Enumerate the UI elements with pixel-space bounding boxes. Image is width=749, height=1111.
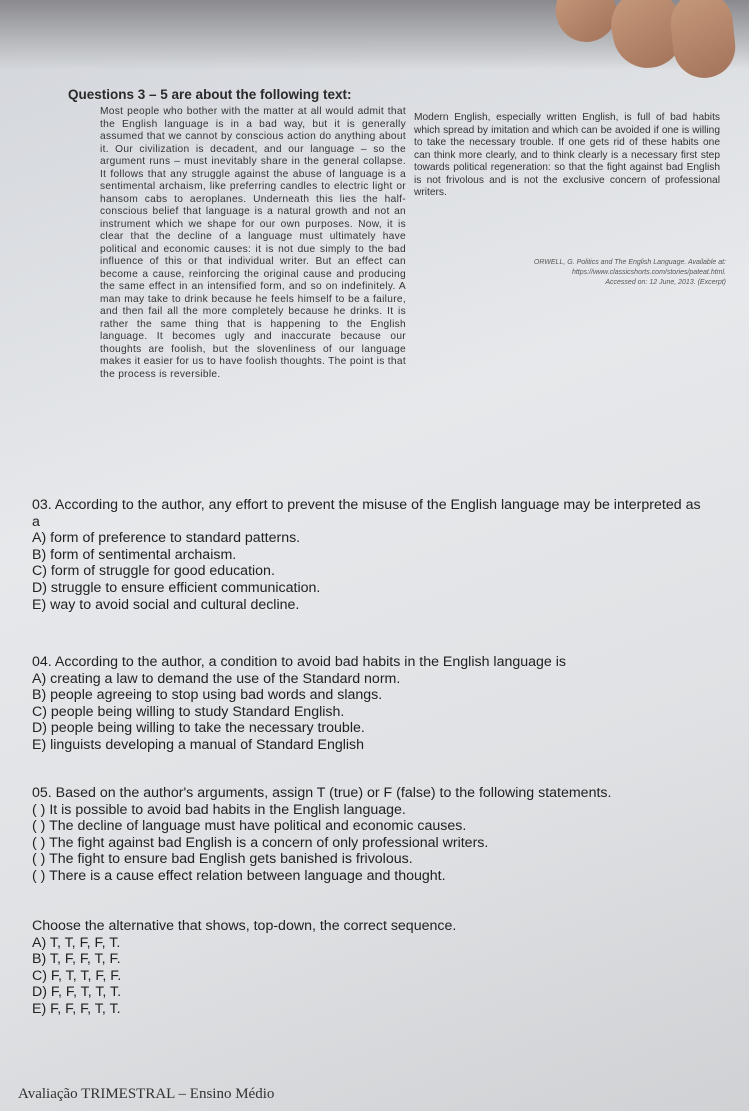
statement-1: ( ) It is possible to avoid bad habits in the English language.	[32, 801, 406, 818]
sequence-question	[32, 918, 572, 1018]
passage-column-2: Modern English, especially written English, is full of bad habits which spread by imitation and which can be avoided if one is willing to take the necessary trouble. If one gets rid of these habits one can think more clearly, and to think clearly is a necessary first step towards political regeneration: so that the fight against bad English is not frivolous and is not the exclusive concern of professional writers.	[414, 112, 720, 198]
option-a: A) T, T, F, F, T.	[32, 934, 121, 951]
option-d: D) F, F, T, T, T.	[32, 984, 122, 1001]
option-e: E) F, F, F, T, T.	[32, 1000, 121, 1017]
citation-line-3: Accessed on: 12 June, 2013. (Excerpt)	[605, 279, 726, 286]
option-d: D) struggle to ensure efficient communication.	[32, 579, 321, 596]
option-b: B) people agreeing to stop using bad words and slangs.	[32, 687, 383, 704]
option-c: C) form of struggle for good education.	[32, 563, 275, 580]
question-stem: 03. According to the author, any effort to prevent the misuse of the English language may be interpreted as a	[32, 497, 701, 530]
option-d: D) people being willing to take the necessary trouble.	[32, 720, 365, 737]
passage-column-1: Most people who bother with the matter at all would admit that the English language is in a bad way, but it is generally assumed that we cannot by conscious action do anything about it. Our civilization is decadent, and our language – so the argument runs – must inevitably share in the general collapse. It follows that any struggle against the abuse of language is a sentimental archaism, like preferring candles to electric light or hansom cabs to aeroplanes. Underneath this lies the half-conscious belief that language is a natural growth and not an instrument which we shape for our own purposes. Now, it is clear that the decline of a language must ultimately have political and economic causes: it is not due simply to the bad influence of this or that individual writer. But an effect can become a cause, reinforcing the original cause and producing the same effect in an intensified form, and so on indefinitely. A man may take to drink because he feels himself to be a failure, and then fail all the more completely because he drinks. It is rather the same thing that is happening to the English language. It becomes ugly and inaccurate because our thoughts are foolish, but the slovenliness of our language makes it easier for us to have foolish thoughts. The point is that the process is reversible.	[100, 106, 406, 380]
option-e: E) linguists developing a manual of Standard English	[32, 736, 365, 753]
option-c: C) F, T, T, F, F.	[32, 967, 122, 984]
citation	[502, 258, 726, 288]
statement-3: ( ) The fight against bad English is a concern of only professional writers.	[32, 834, 489, 851]
option-b: B) form of sentimental archaism.	[32, 546, 237, 563]
questions-heading: Questions 3 – 5 are about the following text:	[68, 87, 352, 102]
option-a: A) creating a law to demand the use of the Standard norm.	[32, 670, 401, 687]
footer-text: Avaliação TRIMESTRAL – Ensino Médio	[18, 1086, 275, 1102]
question-stem: 05. Based on the author's arguments, assign T (true) or F (false) to the following statements.	[32, 785, 612, 801]
question-04	[32, 654, 712, 754]
question-03	[32, 497, 712, 613]
statement-2: ( ) The decline of language must have political and economic causes.	[32, 818, 467, 835]
citation-line-2: https://www.classicshorts.com/stories/pateat.html.	[571, 269, 726, 276]
statement-5: ( ) There is a cause effect relation between language and thought.	[32, 867, 446, 884]
statement-4: ( ) The fight to ensure bad English gets banished is frivolous.	[32, 851, 413, 868]
sequence-stem: Choose the alternative that shows, top-down, the correct sequence.	[32, 918, 457, 934]
option-b: B) T, F, F, T, F.	[32, 951, 121, 968]
question-stem: 04. According to the author, a condition to avoid bad habits in the English language is	[32, 654, 566, 670]
option-c: C) people being willing to study Standard English.	[32, 703, 345, 720]
question-05	[32, 785, 722, 885]
citation-line-1: ORWELL, G. Politics and The English Language. Available at:	[533, 259, 726, 266]
option-e: E) way to avoid social and cultural decline.	[32, 596, 300, 613]
option-a: A) form of preference to standard patterns.	[32, 530, 301, 547]
